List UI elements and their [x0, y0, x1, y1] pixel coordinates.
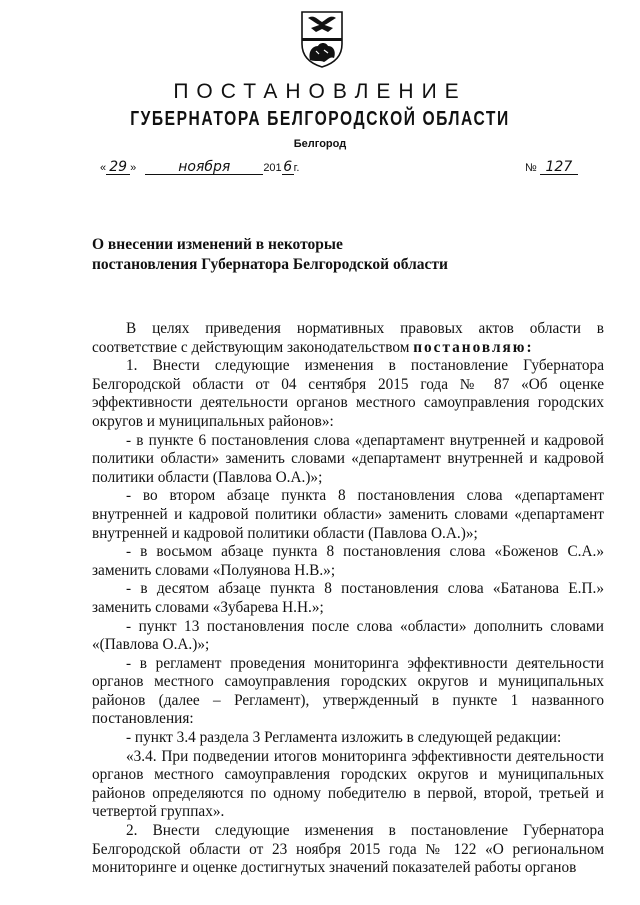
intro-paragraph: В целях приведения нормативных правовых актов области в соответствие с действующим законодательством постановляю:: [92, 320, 604, 356]
decree-number: 127: [540, 160, 578, 175]
date-year-digit: 6: [283, 159, 293, 175]
issue-city: Белгород: [293, 138, 347, 150]
item-1g: - пункт 3.4 раздела 3 Регламента изложить в следующей редакции:: [126, 729, 562, 747]
paragraph-1: 1. Внести следующие изменения в постановление Губернатора Белгородской области от 04 сентября 2015 года № 87 «Об оценке эффективности деятельности органов местного самоуправления городских округов и муниципальных районов»:: [92, 357, 604, 430]
item-1c: - в восьмом абзаце пункта 8 постановления слова «Боженов С.А.» заменить словами «Полуянова Н.В.»;: [92, 543, 604, 579]
item-1e: - пункт 13 постановления после слова «области» дополнить словами «(Павлова О.А.)»;: [92, 617, 604, 654]
document-type-title: ПОСТАНОВЛЕНИЕ: [173, 80, 467, 103]
item-1h: «3.4. При подведении итогов мониторинга эффективности деятельности органов местного самоуправления городских округов и муниципальных районов определяются по одному победителю в первой, второй, третьей и четвертой группах».: [92, 747, 604, 821]
paragraph-2: 2. Внести следующие изменения в постановление Губернатора Белгородской области от 23 ноября 2015 года № 122 «О региональном мониторинге и оценке достигнутых значений показателей работы органов: [92, 822, 604, 877]
belgorod-coat-of-arms-icon: [300, 10, 344, 68]
item-1f: - в регламент проведения мониторинга эффективности деятельности органов местного самоуправления городских округов и муниципальных районов (далее – Регламент), утвержденный в пункте 1 названного постановления:: [92, 654, 604, 728]
issuer-title: ГУБЕРНАТОРА БЕЛГОРОДСКОЙ ОБЛАСТИ: [130, 108, 510, 130]
date-field: « 29 » ноября 201 6 г.: [100, 159, 300, 175]
decree-keyword: постановляю:: [413, 338, 534, 356]
decree-subject: О внесении изменений в некоторые постановления Губернатора Белгородской области: [92, 236, 448, 273]
date-day: 29: [106, 160, 130, 175]
decree-body: [92, 320, 604, 878]
date-month: ноября: [145, 160, 263, 175]
decree-number-field: № 127: [525, 160, 578, 175]
item-1b: - во втором абзаце пункта 8 постановления слова «департамент внутренней и кадровой политики области» заменить словами «департамент внутренней и кадровой политики области (Павлова О.А.)»;: [92, 487, 604, 542]
item-1d: - в десятом абзаце пункта 8 постановления слова «Батанова Е.П.» заменить словами «Зубарева Н.Н.»;: [92, 580, 604, 616]
item-1a: - в пункте 6 постановления слова «департамент внутренней и кадровой политики области» заменить словами «департамент внутренней и кадровой политики области (Павлова О.А.)»;: [92, 431, 604, 486]
